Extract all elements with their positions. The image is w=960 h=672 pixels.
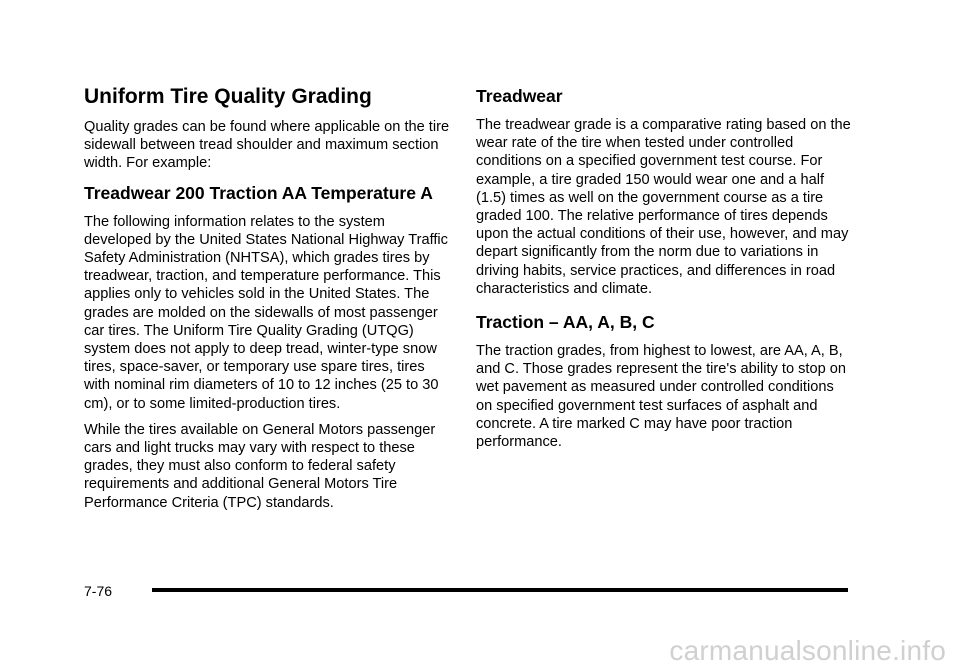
treadwear-paragraph: The treadwear grade is a comparative rating based on the wear rate of the tire when tested under controlled conditions on a specified government test course. For example, a tire graded 150 would wear one and a half (1.5) times as well on the government course as a tire graded 100. The relative performance of tires depends upon the actual conditions of their use, however, and may depart significantly from the norm due to variations in driving habits, service practices, and differences in road characteristics and climate.: [476, 117, 851, 297]
gm-standards-paragraph: While the tires available on General Motors passenger cars and light trucks may vary with respect to these grades, they must also conform to federal safety requirements and additional General Motors Tire Performance Criteria (TPC) standards.: [84, 421, 436, 511]
footer-rule: [152, 588, 848, 592]
right-column: [476, 84, 852, 459]
traction-heading: Traction – AA, A, B, C: [476, 312, 655, 333]
traction-paragraph: The traction grades, from highest to lowest, are AA, A, B, and C. Those grades represent the tire's ability to stop on wet pavement as measured under controlled conditions on specified government test surfaces of asphalt and concrete. A tire marked C may have poor traction performance.: [476, 343, 847, 451]
section-title: Uniform Tire Quality Grading: [84, 85, 372, 108]
left-column: [84, 84, 452, 520]
treadwear-heading: Treadwear: [476, 86, 563, 106]
example-heading: Treadwear 200 Traction AA Temperature A: [84, 182, 433, 203]
utqg-info-paragraph: The following information relates to the system developed by the United States National Highway Traffic Safety Administration (NHTSA), which grades tires by treadwear, traction, and temperature performance. This applies only to vehicles sold in the United States. The grades are molded on the sidewalls of most passenger car tires. The Uniform Tire Quality Grading (UTQG) system does not apply to deep tread, winter-type snow tires, space-saver, or temporary use spare tires, tires with nominal rim diameters of 10 to 12 inches (25 to 30 cm), or to some limited-production tires.: [84, 213, 448, 412]
page-number: 7-76: [84, 583, 113, 599]
watermark-text: carmanualsonline.info: [669, 635, 946, 666]
intro-paragraph: Quality grades can be found where applicable on the tire sidewall between tread shoulder and maximum section width. For example:: [84, 119, 450, 172]
